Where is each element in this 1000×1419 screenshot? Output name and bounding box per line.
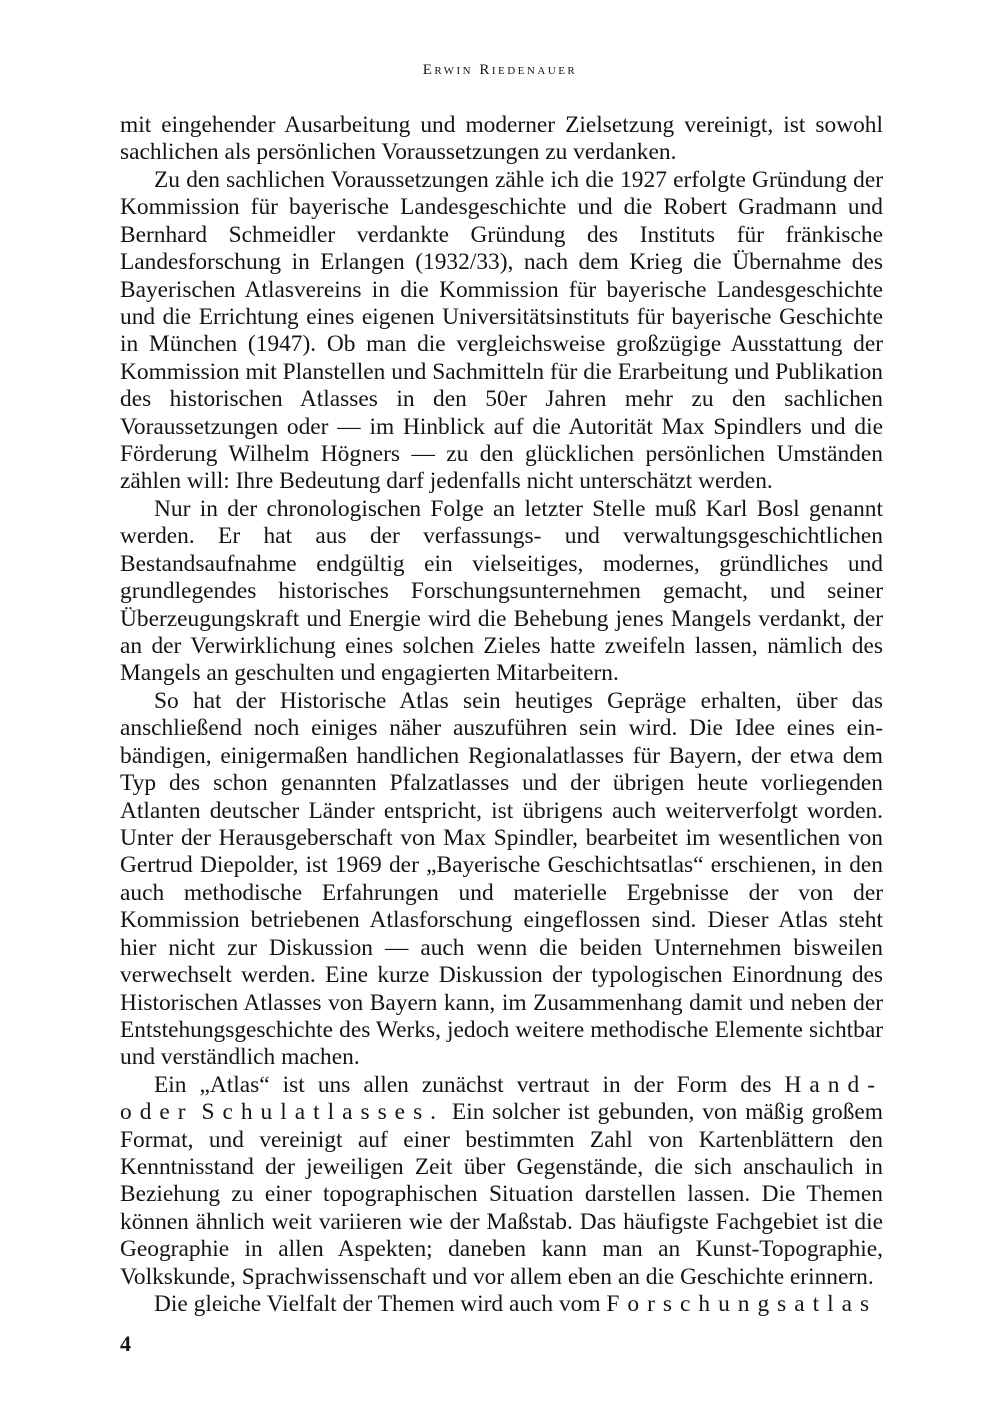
spaced-term-hand: Hand- (784, 1071, 883, 1098)
paragraph-text-segment: Ein „Atlas“ ist uns allen zunächst vertraut in der Form des (154, 1071, 772, 1098)
paragraph-text-segment: Ein solcher ist gebunden, von mäßig großem Format, und vereinigt auf einer bestimmten Zahl von Kartenblättern den Kenntnisstand der jeweiligen Zeit über Gegenstände, die sich anschaulich in Beziehung zu einer topographischen Situation darstellen lassen. Die Themen können ähnlich weit variieren wie der Maßstab. Das häufigste Fachgebiet ist die Geographie in allen Aspekten; daneben kann man an Kunst-Topographie, Volkskunde, Sprachwissenschaft und vor allem eben an die Geschichte erinnern. (120, 1099, 883, 1290)
paragraph-forschungsatlas (120, 1291, 883, 1318)
page-number: 4 (120, 1331, 131, 1356)
paragraph-atlas-definition (120, 1072, 883, 1291)
main-text (120, 112, 883, 1319)
paragraph-text-segment: Die gleiche Vielfalt der Themen wird auch vom (154, 1291, 601, 1318)
spaced-term-oder: oder (120, 1099, 194, 1126)
spaced-term-forschungsatlas: Forschungsatlas (606, 1291, 878, 1318)
paragraph-continuation: mit eingehender Ausarbeitung und moderner Zielsetzung vereinigt, ist sowohl sachlichen als persönlichen Voraussetzungen zu verdanken. (120, 112, 883, 166)
running-header: Erwin Riedenauer (422, 62, 578, 78)
spaced-term-schulatlasses: Schulatlasses. (201, 1099, 445, 1126)
paragraph-historischer-atlas: So hat der Historische Atlas sein heutiges Gepräge erhalten, über das anschließend noch einiges näher auszuführen sein wird. Die Idee eines einbändigen, einigermaßen handlichen Regionalatlasses für Bayern, der etwa dem Typ des schon genannten Pfalzatlasses und der übrigen heute vorliegenden Atlanten deutscher Länder entspricht, ist übrigens auch weiterverfolgt worden. Unter der Herausgeberschaft von Max Spindler, bearbeitet im wesentlichen von Gertrud Diepolder, ist 1969 der „Bayerische Geschichtsatlas“ erschienen, in den auch methodische Erfahrungen und materielle Ergebnisse der von der Kommission betriebenen Atlasforschung eingeflossen sind. Dieser Atlas steht hier nicht zur Diskussion — auch wenn die beiden Unternehmen bisweilen verwechselt werden. Eine kurze Diskussion der typologischen Einordnung des Historischen Atlasses von Bayern kann, im Zusammenhang damit und neben der Entstehungsgeschichte des Werks, jedoch weitere methodische Elemente sichtbar und verständlich machen. (120, 687, 883, 1071)
paragraph-sachliche-voraussetzungen: Zu den sachlichen Voraussetzungen zähle ich die 1927 erfolgte Gründung der Kommission für bayerische Landesgeschichte und die Robert Gradmann und Bernhard Schmeidler verdankte Gründung des Instituts für fränkische Landesforschung in Erlangen (1932/33), nach dem Krieg die Übernahme des Bayerischen Atlasvereins in die Kommission für bayerische Landesgeschichte und die Errichtung eines eigenen Universitätsinstituts für bayerische Geschichte in München (1947). Ob man die vergleichsweise großzügige Ausstattung der Kommission mit Planstellen und Sachmitteln für die Erarbeitung und Publikation des historischen Atlasses in den 50er Jahren mehr zu den sachlichen Voraussetzungen oder — im Hinblick auf die Autorität Max Spindlers und die Förderung Wilhelm Högners — zu den glücklichen persönlichen Umständen zählen will: Ihre Bedeutung darf jedenfalls nicht unterschätzt werden. (120, 166, 883, 495)
paragraph-karl-bosl: Nur in der chronologischen Folge an letzter Stelle muß Karl Bosl genannt werden. Er hat aus der verfassungs- und verwaltungsgeschichtlichen Bestandsaufnahme endgültig ein vielseitiges, modernes, gründliches und grundlegendes historisches Forschungsunternehmen gemacht, und seiner Überzeugungskraft und Energie wird die Behebung jenes Mangels verdankt, der an der Verwirklichung eines solchen Zieles hatte zweifeln lassen, nämlich des Mangels an geschulten und engagierten Mitarbeitern. (120, 495, 883, 687)
